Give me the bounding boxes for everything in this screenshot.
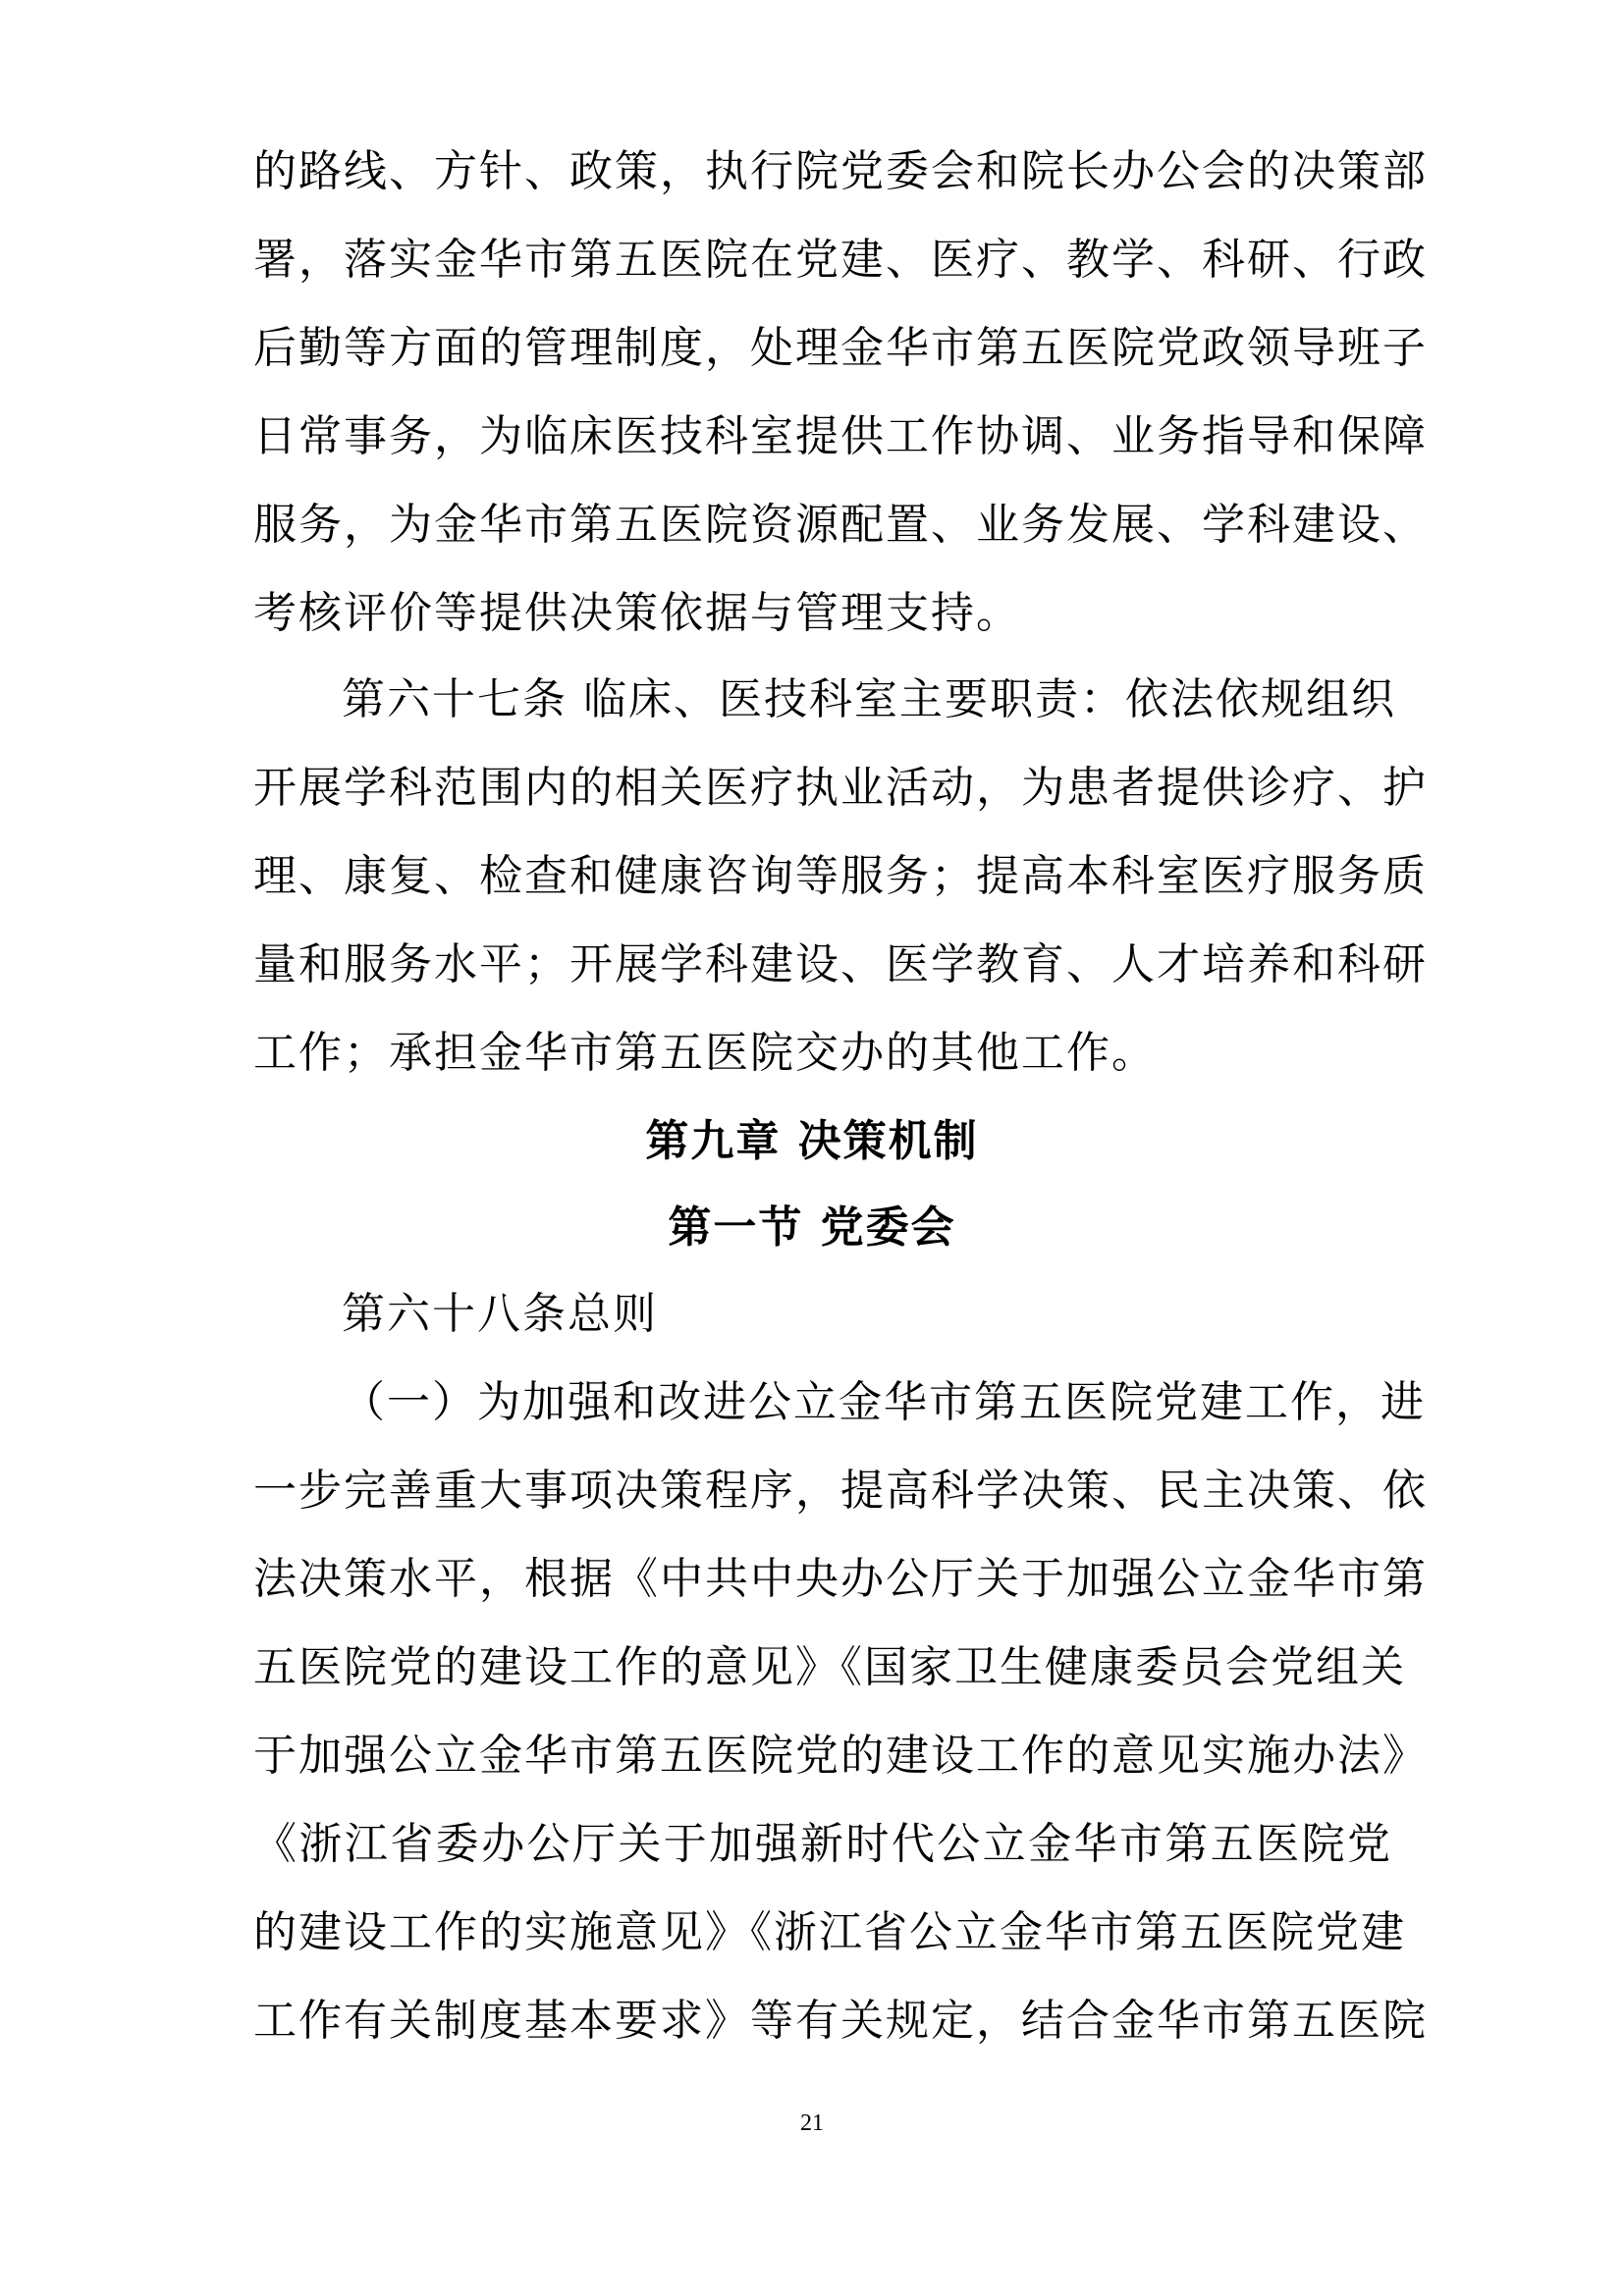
- article-67-line-4: 量和服务水平；开展学科建设、医学教育、人才培养和科研: [253, 939, 1428, 989]
- article-68-title: 第六十八条总则: [342, 1289, 658, 1339]
- paragraph-1-line-6: 考核评价等提供决策依据与管理支持。: [253, 588, 1021, 638]
- clause-1-line-6: 《浙江省委办公厅关于加强新时代公立金华市第五医院党: [253, 1819, 1392, 1869]
- article-67-line-2: 开展学科范围内的相关医疗执业活动，为患者提供诊疗、护: [253, 763, 1428, 813]
- paragraph-1-line-2: 署，落实金华市第五医院在党建、医疗、教学、科研、行政: [253, 235, 1428, 285]
- page-number: 21: [800, 2110, 824, 2136]
- article-67-line-3: 理、康复、检查和健康咨询等服务；提高本科室医疗服务质: [253, 851, 1428, 901]
- paragraph-1-line-4: 日常事务，为临床医技科室提供工作协调、业务指导和保障: [253, 411, 1428, 461]
- section-heading: 第一节 党委会: [668, 1202, 956, 1253]
- paragraph-1-line-5: 服务，为金华市第五医院资源配置、业务发展、学科建设、: [253, 500, 1428, 550]
- clause-1-line-4: 五医院党的建设工作的意见》《国家卫生健康委员会党组关: [253, 1642, 1406, 1692]
- paragraph-1-line-1: 的路线、方针、政策，执行院党委会和院长办公会的决策部: [253, 146, 1428, 196]
- article-67-line-1: 第六十七条 临床、医技科室主要职责：依法依规组织: [342, 674, 1396, 724]
- clause-1-line-2: 一步完善重大事项决策程序，提高科学决策、民主决策、依: [253, 1466, 1428, 1516]
- clause-1-line-7: 的建设工作的实施意见》《浙江省公立金华市第五医院党建: [253, 1907, 1406, 1957]
- clause-1-line-3: 法决策水平，根据《中共中央办公厅关于加强公立金华市第: [253, 1554, 1428, 1604]
- clause-1-line-1: （一）为加强和改进公立金华市第五医院党建工作，进: [342, 1377, 1426, 1427]
- clause-1-line-5: 于加强公立金华市第五医院党的建设工作的意见实施办法》: [253, 1731, 1428, 1781]
- paragraph-1-line-3: 后勤等方面的管理制度，处理金华市第五医院党政领导班子: [253, 323, 1428, 373]
- article-67-line-5: 工作；承担金华市第五医院交办的其他工作。: [253, 1028, 1157, 1078]
- clause-1-line-8: 工作有关制度基本要求》等有关规定，结合金华市第五医院: [253, 1996, 1428, 2046]
- chapter-heading: 第九章 决策机制: [645, 1116, 979, 1166]
